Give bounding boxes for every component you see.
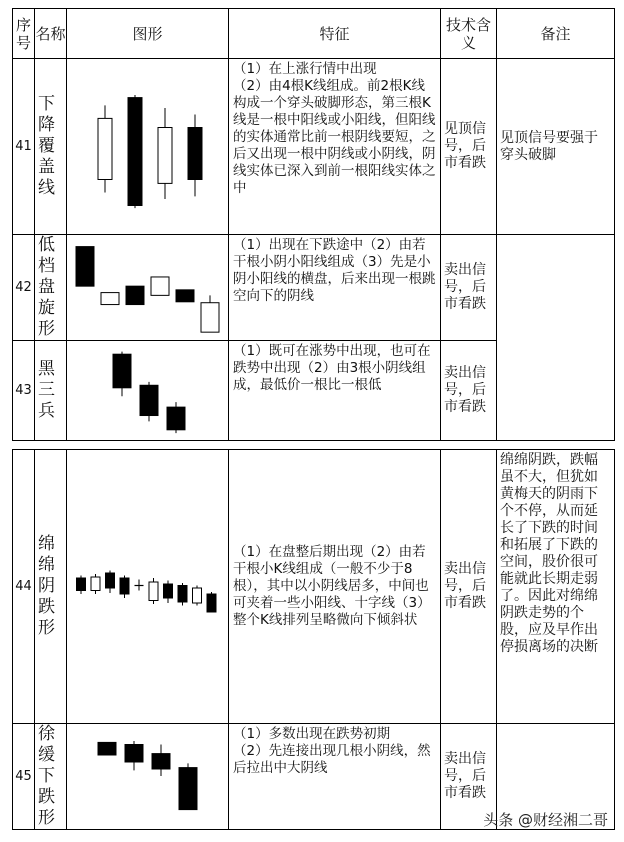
candlestick: [126, 286, 144, 304]
candlestick: [98, 742, 116, 755]
bearish-candle-body: [77, 578, 86, 591]
bearish-candle-body: [76, 246, 94, 286]
candlestick: [128, 95, 142, 208]
header-name: 名称: [35, 9, 67, 59]
candlestick: [98, 105, 112, 192]
bullish-candle-body: [151, 276, 169, 294]
pattern-name: 黑三兵: [35, 341, 67, 441]
pattern-name: 绵绵阴跌形: [35, 450, 67, 724]
pattern-remarks: 见顶信号要强于穿头破脚: [497, 59, 615, 235]
pattern-tech-meaning: 卖出信号，后市看跌: [441, 450, 497, 724]
row-index: 44: [13, 450, 35, 724]
pattern-tech-meaning: 卖出信号，后市看跌: [441, 341, 497, 441]
table-row: [13, 235, 615, 341]
candlestick: [91, 574, 100, 594]
pattern-features: （1）在上涨行情中出现 （2）由4根K线组成。前2根K线构成一个穿头破脚形态，第三根K线是一根中阳线或小阳线，但阳线的实体通常比前一根阴线要短，之后又出现一根中阴线或小阴线，阴线实体已深入到前一根阳线实体之中: [229, 59, 441, 235]
bullish-candle-body: [91, 577, 100, 591]
bullish-candle-body: [158, 127, 172, 183]
candlestick: [176, 289, 194, 301]
bearish-candle-body: [126, 286, 144, 304]
table-header-row: [13, 9, 615, 59]
candlestick: [77, 575, 86, 594]
pattern-remarks: 绵绵阴跌，跌幅虽不大，但犹如黄梅天的阴雨下个不停，从而延长了下跌的时间和拓展了下跌的空间，股价很可能就此长期走弱了。因此对绵绵阴跌走势的个股，应及早作出停损离场的决断: [497, 450, 615, 724]
bearish-candle-body: [152, 753, 170, 768]
bearish-candle-body: [106, 573, 115, 588]
pattern-name: 徐缓下跌形: [35, 724, 67, 830]
candle-chart-44: [67, 557, 227, 617]
pattern-figure: [67, 724, 229, 830]
bearish-candle-body: [176, 289, 194, 301]
candle-chart-41: [67, 72, 227, 222]
candlestick: [76, 246, 94, 286]
bullish-candle-body: [193, 588, 202, 603]
pattern-figure: [67, 59, 229, 235]
row-index: 42: [13, 235, 35, 341]
candlestick: [113, 351, 131, 396]
candlestick: [193, 585, 202, 605]
header-features: 特征: [229, 9, 441, 59]
table-gap: [13, 441, 615, 450]
candle-chart-43: [67, 344, 227, 438]
table-row: [13, 59, 615, 235]
pattern-features: （1）在盘整后期出现（2）由若干根小K线组成（一般不少于8根），其中以小阴线居多，中间也可夹着一些小阳线、十字线（3）整个K线排列呈略微向下倾斜状: [229, 450, 441, 724]
bearish-candle-body: [167, 407, 185, 430]
candlestick: [152, 744, 170, 776]
bearish-candle-body: [207, 594, 216, 612]
pattern-name: 下降覆盖线: [35, 59, 67, 235]
candlestick: [151, 276, 169, 294]
pattern-tech-meaning: 卖出信号，后市看跌: [441, 724, 497, 830]
bearish-candle-body: [188, 127, 202, 179]
candlestick: [167, 402, 185, 433]
candlestick: [135, 579, 144, 590]
table-row: [13, 450, 615, 724]
candlestick: [207, 592, 216, 612]
candlestick: [106, 570, 115, 593]
candlestick: [101, 292, 119, 304]
header-tech-meaning: 技术含义: [441, 9, 497, 59]
bearish-candle-body: [164, 584, 173, 598]
pattern-features: （1）出现在下跌途中（2）由若干根小阴小阳线组成（3）先是小阴小阳线的横盘，后来出现一根跳空向下的阴线: [229, 235, 441, 341]
bearish-candle-body: [179, 767, 197, 809]
candlestick: [201, 295, 219, 332]
pattern-tech-meaning: 卖出信号，后市看跌: [441, 235, 497, 341]
pattern-features: （1）多数出现在跌势初期 （2）先连接出现几根小阴线，然后拉出中大阴线: [229, 724, 441, 830]
row-index: 41: [13, 59, 35, 235]
header-remarks: 备注: [497, 9, 615, 59]
candlestick: [120, 575, 129, 598]
bearish-candle-body: [140, 385, 158, 415]
row-index: 43: [13, 341, 35, 441]
candle-chart-45: [67, 737, 227, 817]
bearish-candle-body: [98, 742, 116, 755]
pattern-name: 低档盘旋形: [35, 235, 67, 341]
pattern-features: （1）既可在涨势中出现，也可在跌势中出现（2）由3根小阴线组成，最低价一根比一根低: [229, 341, 441, 441]
bullish-candle-body: [201, 302, 219, 331]
bearish-candle-body: [125, 744, 143, 762]
candlestick: [178, 583, 187, 606]
candlestick: [140, 381, 158, 420]
bearish-candle-body: [120, 578, 129, 594]
candlestick: [125, 741, 143, 770]
pattern-figure: [67, 235, 229, 341]
bearish-candle-body: [178, 585, 187, 602]
bearish-candle-body: [113, 354, 131, 388]
row-index: 45: [13, 724, 35, 830]
candlestick: [179, 763, 197, 809]
bullish-candle-body: [101, 292, 119, 304]
pattern-figure: [67, 450, 229, 724]
pattern-figure: [67, 341, 229, 441]
header-index: 序号: [13, 9, 35, 59]
candlestick: [149, 578, 158, 604]
header-figure: 图形: [67, 9, 229, 59]
candlestick: [188, 114, 202, 196]
candlestick-pattern-table: [12, 8, 615, 830]
pattern-tech-meaning: 见顶信号，后市看跌: [441, 59, 497, 235]
bearish-candle-body: [128, 97, 142, 205]
candle-chart-42: [67, 238, 227, 338]
pattern-remarks: [497, 235, 615, 441]
bullish-candle-body: [149, 582, 158, 601]
candlestick: [158, 108, 172, 199]
watermark: 头条 @财经湘二哥: [483, 811, 608, 829]
candlestick: [164, 580, 173, 603]
bullish-candle-body: [98, 118, 112, 179]
